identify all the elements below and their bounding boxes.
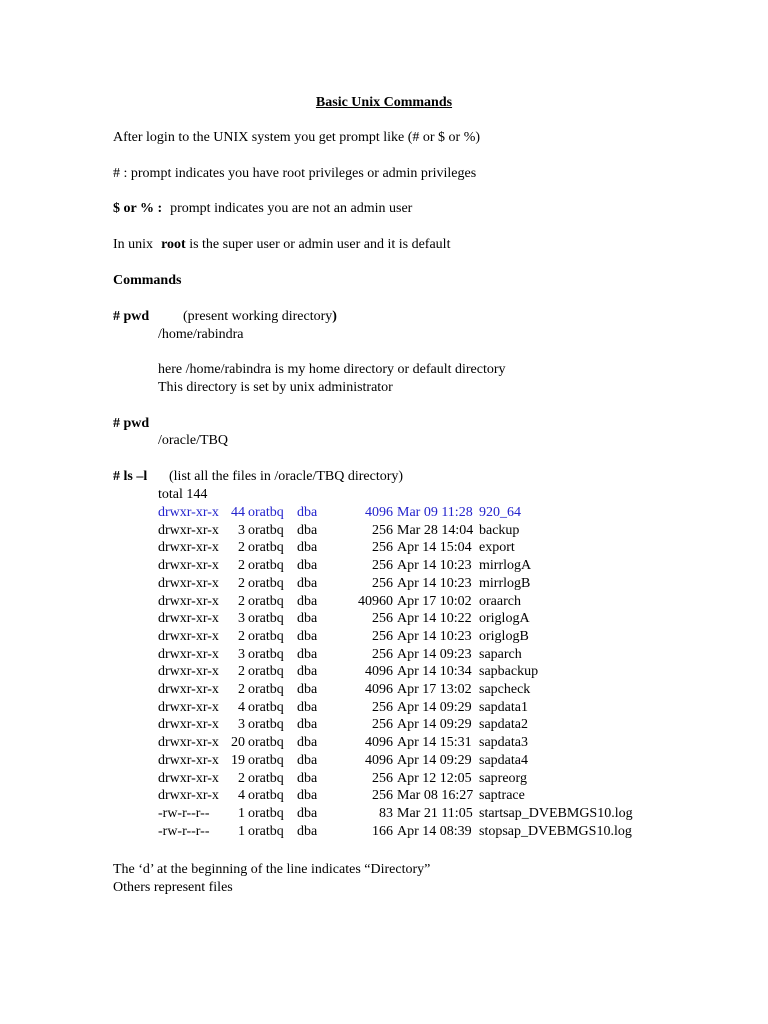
listing-file-name: mirrlogA [479, 558, 532, 574]
listing-link-count: 4 [238, 699, 245, 715]
listing-group: dba [297, 752, 318, 768]
listing-link-count: 19 [231, 752, 245, 768]
listing-owner: oratbq [248, 593, 284, 609]
pwd-note-1: here /home/rabindra is my home directory or default directory [158, 362, 506, 377]
listing-link-count: 3 [238, 522, 245, 538]
listing-date: Apr 12 12:05 [397, 770, 472, 786]
listing-permissions: drwxr-xr-x [158, 646, 219, 662]
listing-owner: oratbq [248, 505, 284, 520]
listing-date: Apr 14 09:29 [397, 752, 472, 768]
listing-row [0, 504, 768, 522]
listing-date: Apr 14 09:23 [397, 646, 472, 662]
listing-group: dba [297, 611, 318, 627]
listing-group: dba [297, 540, 318, 556]
listing-permissions: drwxr-xr-x [158, 611, 219, 627]
document-title: Basic Unix Commands [315, 95, 453, 110]
listing-permissions: drwxr-xr-x [158, 505, 219, 520]
listing-row [0, 770, 768, 788]
listing-group: dba [297, 628, 318, 644]
ls-command: # ls –l [113, 469, 148, 484]
listing-row [0, 752, 768, 770]
listing-row [0, 805, 768, 823]
listing-owner: oratbq [248, 735, 284, 751]
listing-file-name: export [479, 540, 515, 556]
listing-row [0, 610, 768, 628]
listing-owner: oratbq [248, 558, 284, 574]
listing-file-name: sapreorg [479, 770, 527, 786]
listing-link-count: 2 [238, 575, 245, 591]
root-user-prefix: In unix [113, 237, 154, 252]
listing-permissions: -rw-r--r-- [158, 823, 210, 839]
ls-description: (list all the files in /oracle/TBQ directory) [169, 469, 404, 484]
listing-date: Mar 28 14:04 [397, 522, 474, 538]
user-prompt-description: prompt indicates you are not an admin user [170, 201, 413, 216]
root-prompt-line [113, 165, 476, 183]
listing-size: 4096 [365, 735, 393, 751]
listing-owner: oratbq [248, 805, 284, 821]
listing-owner: oratbq [248, 540, 284, 556]
listing-size: 4096 [365, 752, 393, 768]
listing-group: dba [297, 717, 318, 733]
listing-permissions: drwxr-xr-x [158, 752, 219, 768]
listing-group: dba [297, 699, 318, 715]
pwd-description [183, 308, 337, 326]
listing-permissions: drwxr-xr-x [158, 717, 219, 733]
root-prompt-symbol: # [113, 166, 120, 181]
listing-owner: oratbq [248, 823, 284, 839]
listing-permissions: drwxr-xr-x [158, 540, 219, 556]
listing-group: dba [297, 646, 318, 662]
listing-date: Mar 09 11:28 [397, 505, 473, 520]
listing-group: dba [297, 805, 318, 821]
listing-owner: oratbq [248, 717, 284, 733]
listing-group: dba [297, 664, 318, 680]
listing-link-count: 2 [238, 558, 245, 574]
listing-date: Apr 14 15:04 [397, 540, 472, 556]
listing-group: dba [297, 682, 318, 697]
listing-size: 256 [372, 611, 393, 627]
listing-permissions: drwxr-xr-x [158, 735, 219, 751]
listing-row [0, 628, 768, 646]
listing-owner: oratbq [248, 575, 284, 591]
listing-file-name: saptrace [479, 788, 525, 804]
listing-group: dba [297, 788, 318, 804]
listing-row [0, 646, 768, 664]
listing-row [0, 699, 768, 717]
listing-date: Apr 14 10:22 [397, 611, 472, 627]
listing-permissions: drwxr-xr-x [158, 682, 219, 697]
listing-file-name: startsap_DVEBMGS10.log [479, 805, 633, 821]
listing-link-count: 2 [238, 628, 245, 644]
listing-permissions: drwxr-xr-x [158, 699, 219, 715]
pwd-command-2: # pwd [113, 416, 150, 431]
listing-group: dba [297, 823, 318, 839]
listing-row [0, 681, 768, 699]
listing-permissions: drwxr-xr-x [158, 788, 219, 804]
listing-size: 40960 [358, 593, 393, 609]
listing-date: Mar 21 11:05 [397, 805, 473, 821]
listing-size: 256 [372, 788, 393, 804]
listing-date: Apr 17 10:02 [397, 593, 472, 609]
listing-file-name: saparch [479, 646, 522, 662]
listing-group: dba [297, 575, 318, 591]
listing-date: Apr 14 09:29 [397, 717, 472, 733]
listing-date: Mar 08 16:27 [397, 788, 474, 804]
listing-group: dba [297, 558, 318, 574]
listing-size: 256 [372, 699, 393, 715]
listing-owner: oratbq [248, 664, 284, 680]
listing-owner: oratbq [248, 646, 284, 662]
listing-row [0, 823, 768, 841]
listing-file-name: sapdata2 [479, 717, 528, 733]
directory-note: The ‘d’ at the beginning of the line indicates “Directory” [113, 862, 431, 877]
listing-row [0, 734, 768, 752]
listing-owner: oratbq [248, 752, 284, 768]
listing-row [0, 716, 768, 734]
listing-owner: oratbq [248, 699, 284, 715]
user-prompt-symbol: $ or % : [113, 201, 163, 216]
pwd-description-close: ) [332, 309, 337, 324]
listing-size: 256 [372, 522, 393, 538]
listing-permissions: drwxr-xr-x [158, 558, 219, 574]
listing-date: Apr 14 10:23 [397, 628, 472, 644]
listing-permissions: drwxr-xr-x [158, 628, 219, 644]
root-word: root [161, 237, 186, 252]
user-prompt-line [113, 200, 412, 218]
listing-permissions: drwxr-xr-x [158, 593, 219, 609]
pwd-command-1: # pwd [113, 309, 150, 324]
listing-link-count: 2 [238, 770, 245, 786]
listing-file-name: origlogA [479, 611, 530, 627]
listing-row [0, 575, 768, 593]
listing-link-count: 44 [231, 505, 245, 520]
listing-size: 256 [372, 646, 393, 662]
listing-group: dba [297, 522, 318, 538]
listing-link-count: 2 [238, 682, 245, 697]
listing-size: 256 [372, 770, 393, 786]
listing-date: Apr 14 15:31 [397, 735, 472, 751]
listing-permissions: drwxr-xr-x [158, 664, 219, 680]
listing-row [0, 557, 768, 575]
listing-permissions: drwxr-xr-x [158, 575, 219, 591]
listing-link-count: 2 [238, 540, 245, 556]
pwd-note-2: This directory is set by unix administrator [158, 380, 393, 395]
listing-owner: oratbq [248, 682, 284, 697]
pwd-description-text: (present working directory [183, 309, 333, 324]
listing-file-name: sapdata3 [479, 735, 528, 751]
listing-row [0, 787, 768, 805]
listing-size: 256 [372, 540, 393, 556]
listing-file-name: sapbackup [479, 664, 539, 680]
listing-file-name: origlogB [479, 628, 529, 644]
listing-date: Apr 14 10:34 [397, 664, 472, 680]
listing-link-count: 2 [238, 593, 245, 609]
listing-size: 256 [372, 628, 393, 644]
listing-owner: oratbq [248, 522, 284, 538]
listing-group: dba [297, 770, 318, 786]
pwd-output-1: /home/rabindra [158, 327, 244, 342]
files-note: Others represent files [113, 880, 233, 895]
pwd-output-2: /oracle/TBQ [158, 433, 228, 448]
listing-link-count: 1 [238, 823, 245, 839]
listing-date: Apr 17 13:02 [397, 682, 472, 697]
listing-size: 166 [372, 823, 393, 839]
listing-size: 4096 [365, 505, 393, 520]
listing-size: 4096 [365, 664, 393, 680]
listing-size: 256 [372, 558, 393, 574]
listing-link-count: 3 [238, 611, 245, 627]
listing-owner: oratbq [248, 770, 284, 786]
listing-group: dba [297, 593, 318, 609]
listing-row [0, 522, 768, 540]
listing-permissions: drwxr-xr-x [158, 770, 219, 786]
listing-file-name: oraarch [479, 593, 521, 609]
listing-link-count: 2 [238, 664, 245, 680]
listing-date: Apr 14 10:23 [397, 558, 472, 574]
listing-owner: oratbq [248, 628, 284, 644]
listing-link-count: 20 [231, 735, 245, 751]
listing-row [0, 593, 768, 611]
listing-size: 4096 [365, 682, 393, 697]
commands-heading: Commands [113, 273, 182, 288]
root-user-line [113, 236, 450, 254]
root-user-suffix: is the super user or admin user and it is default [185, 237, 451, 252]
ls-total: total 144 [158, 487, 208, 502]
listing-file-name: mirrlogB [479, 575, 531, 591]
listing-file-name: sapdata4 [479, 752, 528, 768]
listing-size: 256 [372, 717, 393, 733]
listing-permissions: drwxr-xr-x [158, 522, 219, 538]
listing-file-name: sapcheck [479, 682, 531, 697]
listing-file-name: sapdata1 [479, 699, 528, 715]
login-prompt-text: After login to the UNIX system you get prompt like (# or $ or %) [113, 130, 481, 145]
listing-permissions: -rw-r--r-- [158, 805, 210, 821]
listing-link-count: 3 [238, 717, 245, 733]
listing-row [0, 663, 768, 681]
listing-owner: oratbq [248, 788, 284, 804]
listing-group: dba [297, 735, 318, 751]
listing-date: Apr 14 09:29 [397, 699, 472, 715]
listing-file-name: backup [479, 522, 520, 538]
listing-date: Apr 14 10:23 [397, 575, 472, 591]
listing-group: dba [297, 505, 318, 520]
listing-owner: oratbq [248, 611, 284, 627]
listing-file-name: stopsap_DVEBMGS10.log [479, 823, 632, 839]
root-prompt-description: : prompt indicates you have root privileges or admin privileges [120, 166, 477, 181]
listing-size: 256 [372, 575, 393, 591]
listing-link-count: 1 [238, 805, 245, 821]
listing-link-count: 4 [238, 788, 245, 804]
listing-link-count: 3 [238, 646, 245, 662]
listing-date: Apr 14 08:39 [397, 823, 472, 839]
listing-row [0, 539, 768, 557]
listing-file-name: 920_64 [479, 505, 521, 520]
listing-size: 83 [379, 805, 393, 821]
